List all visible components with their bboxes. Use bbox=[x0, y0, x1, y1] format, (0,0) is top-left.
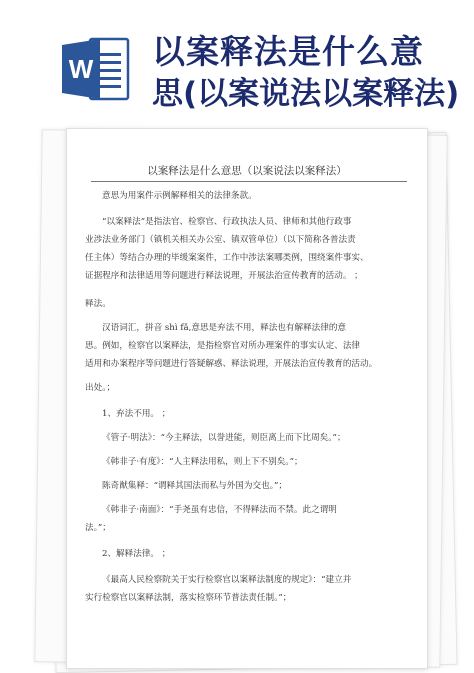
paragraph-line: 证据程序和法律适用等问题进行释法说理，开展法治宣传教育的活动。 ； bbox=[85, 271, 363, 281]
paragraph-line: 法。”； bbox=[85, 523, 111, 533]
paragraph-line: 汉语词汇，拼音 shì fǎ,意思是弃法不用，释法也有解释法律的意 bbox=[102, 323, 347, 333]
paragraph-line: 适用和办案程序等问题进行答疑解惑、释法说理，开展法治宣传教育的活动。 bbox=[85, 359, 378, 369]
paragraph-line: 陈奇猷集释：“谓释其国法而私与外国为交也。”； bbox=[102, 481, 287, 491]
document-preview bbox=[30, 122, 446, 667]
document-title: 以案释法是什么意思（以案说法以案释法） bbox=[147, 165, 347, 177]
paragraph-line: 《韩非子·南面》：“手尧虽有忠信，不得释法而不禁。此之谓明 bbox=[102, 505, 337, 515]
paragraph-line: 出处。； bbox=[85, 383, 116, 393]
svg-text:W: W bbox=[68, 54, 94, 84]
word-document-icon bbox=[60, 33, 132, 105]
paragraph-line: 1、弃法不用。 ； bbox=[102, 409, 171, 419]
paragraph-line: 《最高人民检察院关于实行检察官以案释法制度的规定》：“建立并 bbox=[102, 575, 352, 585]
paragraph-line: 释法。 bbox=[85, 299, 111, 309]
paragraph-line: 意思为用案件示例解释相关的法律条款。 bbox=[102, 191, 257, 201]
paragraph-line: 2、解释法律。 ； bbox=[102, 549, 171, 559]
title-divider bbox=[91, 181, 407, 182]
paragraph-line: 任主体）等结合办理的毕缓案案件，工作中涉法案哪类例，围绕案件事实、 bbox=[85, 253, 369, 263]
header-banner bbox=[0, 0, 474, 115]
paragraph-line: 实行检察官以案释法制，落实检察环节普法责任制。”； bbox=[85, 593, 292, 603]
paragraph-line: 思。例如，检察官以案释法，是指检察官对所办理案件的事实认定、法律 bbox=[85, 341, 361, 351]
paragraph-line: 《管子·明法》：“今主释法，以誉进能，则臣离上而下比周矣。”； bbox=[102, 433, 346, 443]
paragraph-line: “以案释法”是指法官、检察官、行政执法人员、律师和其他行政事 bbox=[102, 217, 352, 227]
paragraph-line: 业涉法业务部门（镇机关相关办公室、镇双管单位）（以下简称各普法责 bbox=[85, 235, 356, 245]
page-title-line-2: 思(以案说法以案释法) bbox=[152, 76, 460, 112]
page-title-line-1: 以案释法是什么意 bbox=[152, 32, 424, 71]
paragraph-line: 《韩非子·有度》：“人主释法用私，则上下不别矣。”； bbox=[102, 457, 303, 467]
document-page[interactable] bbox=[66, 128, 428, 669]
